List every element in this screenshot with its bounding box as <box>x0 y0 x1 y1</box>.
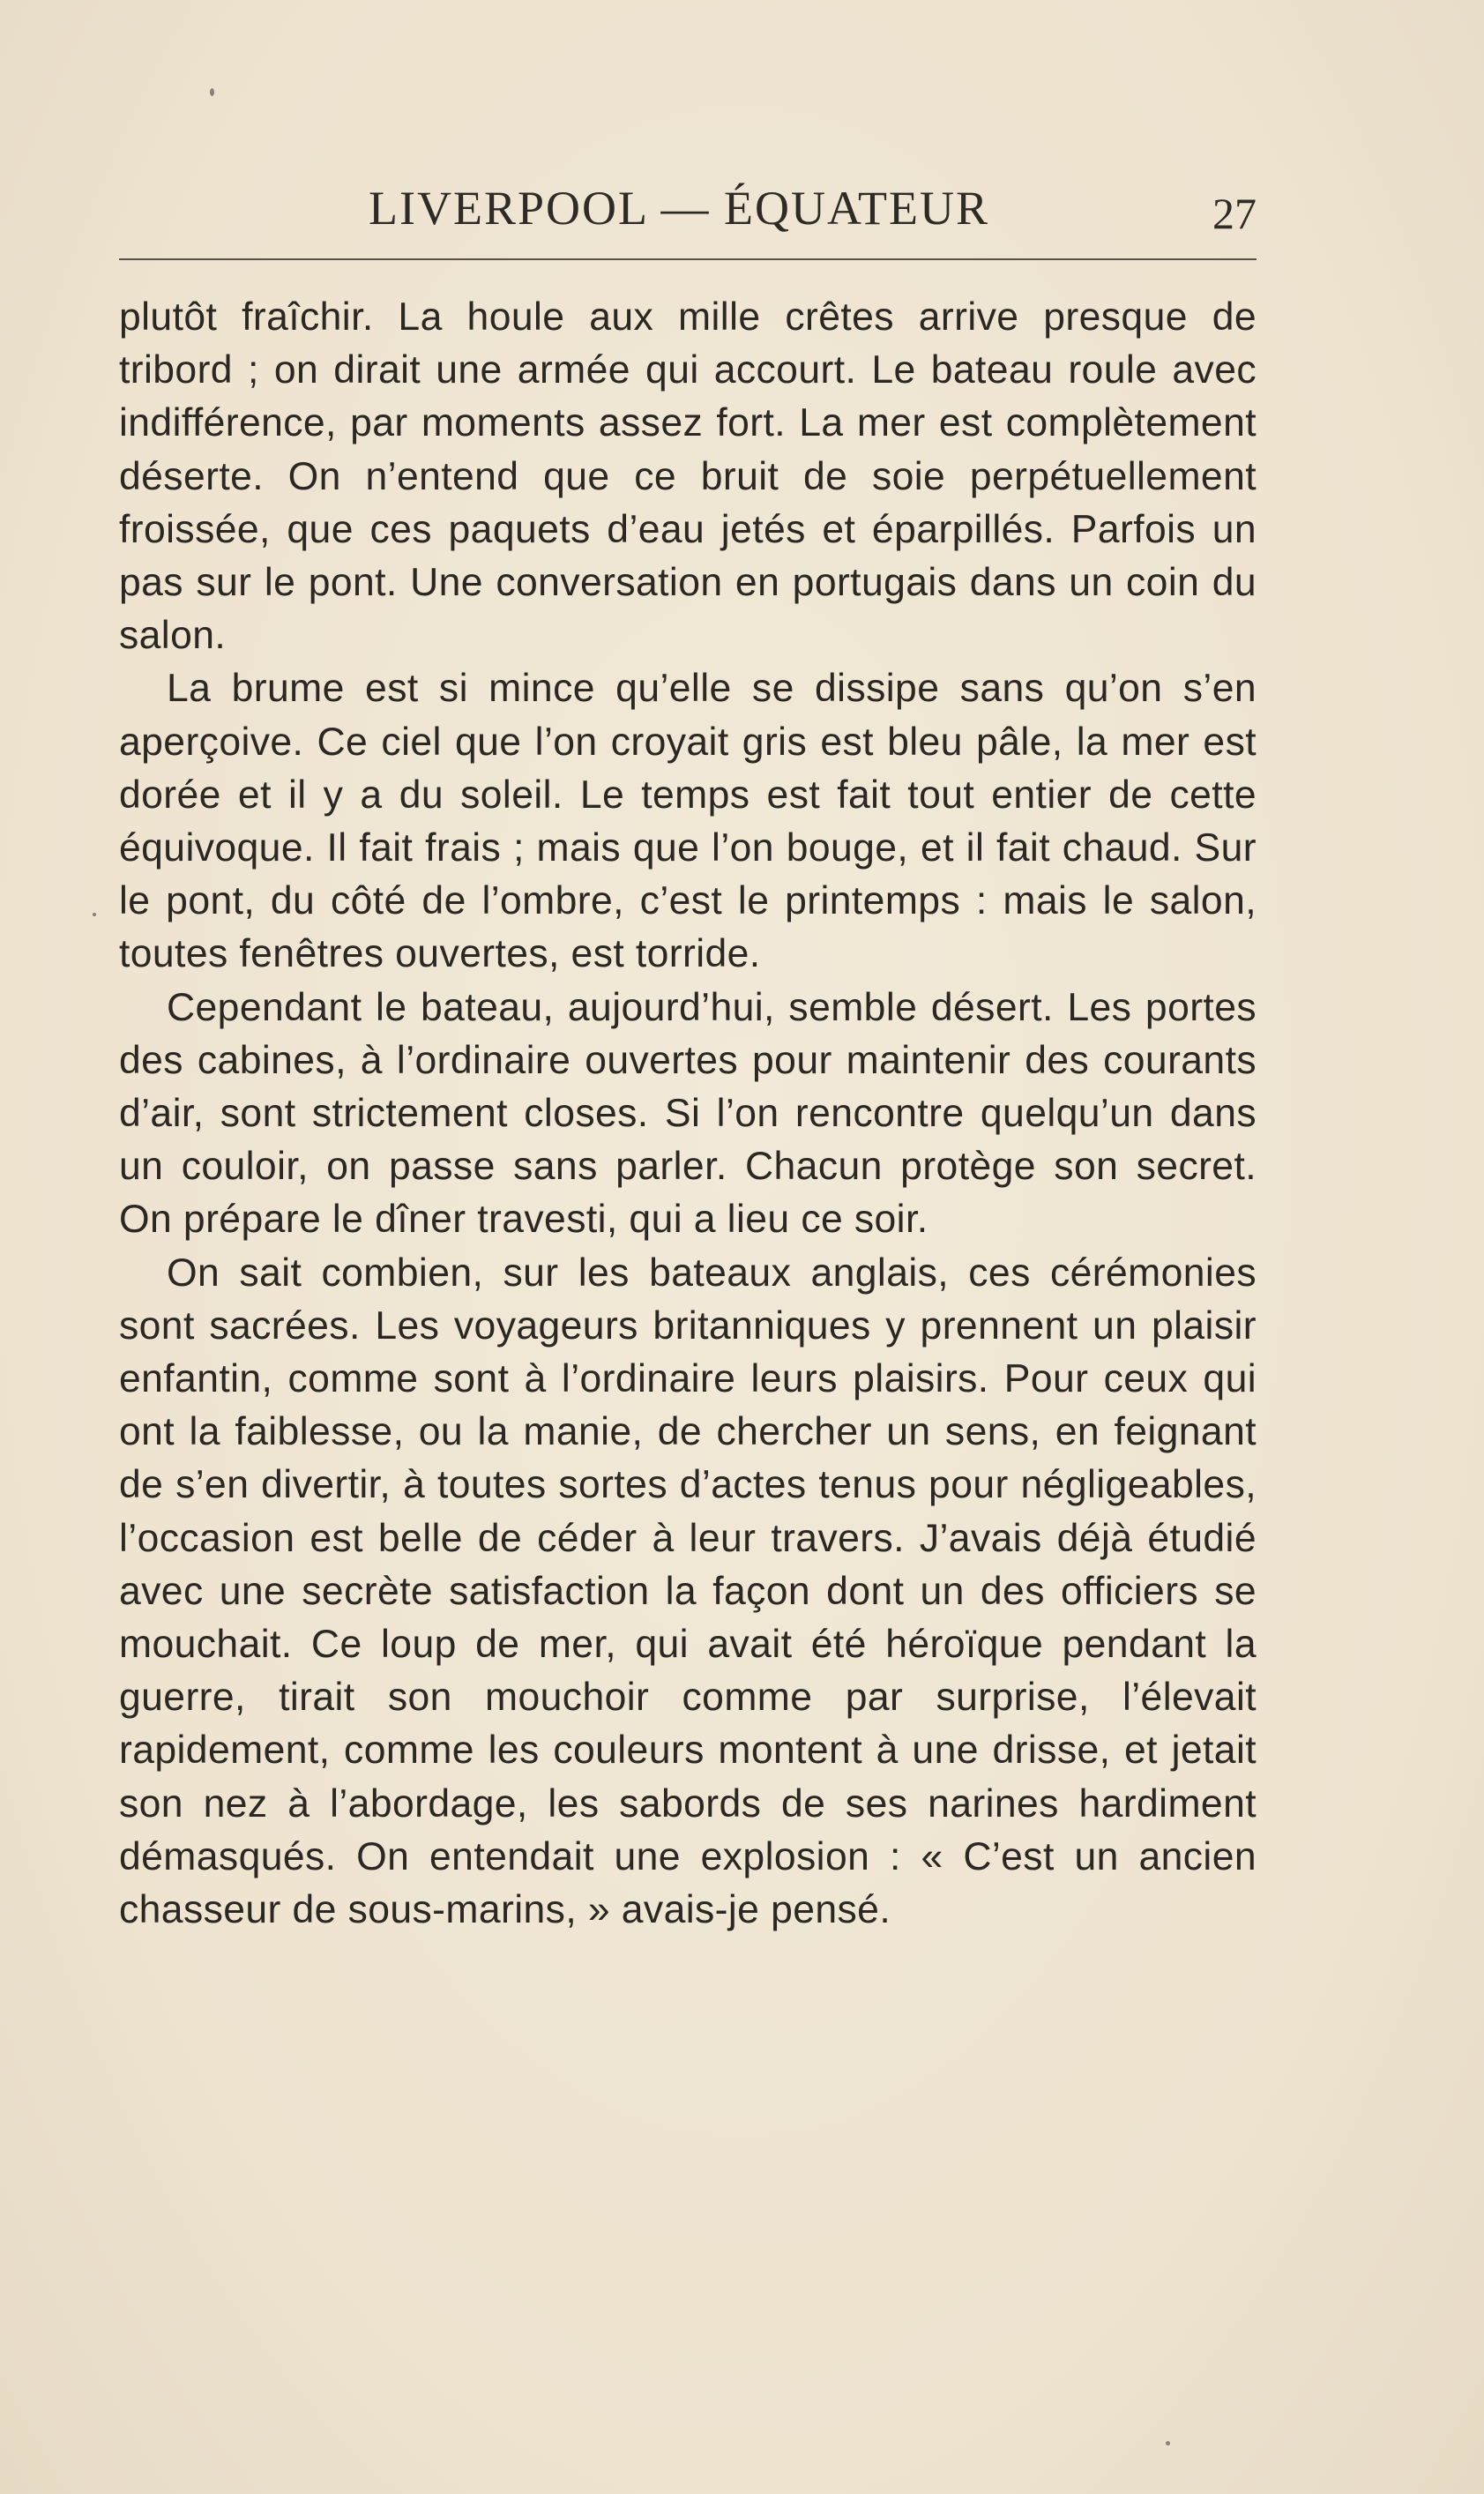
paragraph: Cependant le bateau, aujourd’hui, semble désert. Les portes des cabines, à l’ordinaire ouvertes pour maintenir des courants d’air, sont strictement closes. Si l’on rencontre quelqu’un dans un couloir, on passe sans parler. Chacun protège son secret. On prépare le dîner travesti, qui a lieu ce soir. <box>119 985 1257 1242</box>
paper-speck <box>210 88 214 96</box>
paper-speck <box>1166 2441 1170 2445</box>
paragraph: On sait combien, sur les bateaux anglais, ces cérémonies sont sacrées. Les voyageurs britanniques y prennent un plaisir enfantin, comme sont à l’ordinaire leurs plaisirs. Pour ceux qui ont la faiblesse, ou la manie, de chercher un sens, en feignant de s’en divertir, à toutes sortes d’actes tenus pour négligeables, l’occasion est belle de céder à leur travers. J’avais déjà étudié avec une secrète satisfaction la façon dont un des officiers se mouchait. Ce loup de mer, qui avait été héroïque pendant la guerre, tirait son mouchoir comme par surprise, l’élevait rapidement, comme les couleurs montent à une drisse, et jetait son nez à l’abordage, les sabords de ses narines hardiment démasqués. On entendait une explosion : « C’est un ancien chasseur de sous-marins, » avais-je pensé. <box>119 1251 1257 1932</box>
paragraph: plutôt fraîchir. La houle aux mille crêtes arrive presque de tribord ; on dirait une armée qui accourt. Le bateau roule avec indifférence, par moments assez fort. La mer est complètement déserte. On n’entend que ce bruit de soie perpétuellement froissée, que ces paquets d’eau jetés et éparpillés. Parfois un pas sur le pont. Une conversation en portugais dans un coin du salon. <box>119 295 1257 658</box>
page-number: 27 <box>1212 189 1257 238</box>
paper-speck <box>93 913 96 916</box>
header-rule <box>119 258 1257 260</box>
running-head <box>119 181 1257 243</box>
paragraph: La brume est si mince qu’elle se dissipe sans qu’on s’en aperçoive. Ce ciel que l’on croyait gris est bleu pâle, la mer est dorée et il y a du soleil. Le temps est fait tout entier de cette équivoque. Il fait frais ; mais que l’on bouge, et il fait chaud. Sur le pont, du côté de l’ombre, c’est le printemps : mais le salon, toutes fenêtres ouvertes, est torride. <box>119 667 1257 976</box>
body-text <box>119 291 1257 1937</box>
running-title: LIVERPOOL — ÉQUATEUR <box>369 182 989 235</box>
